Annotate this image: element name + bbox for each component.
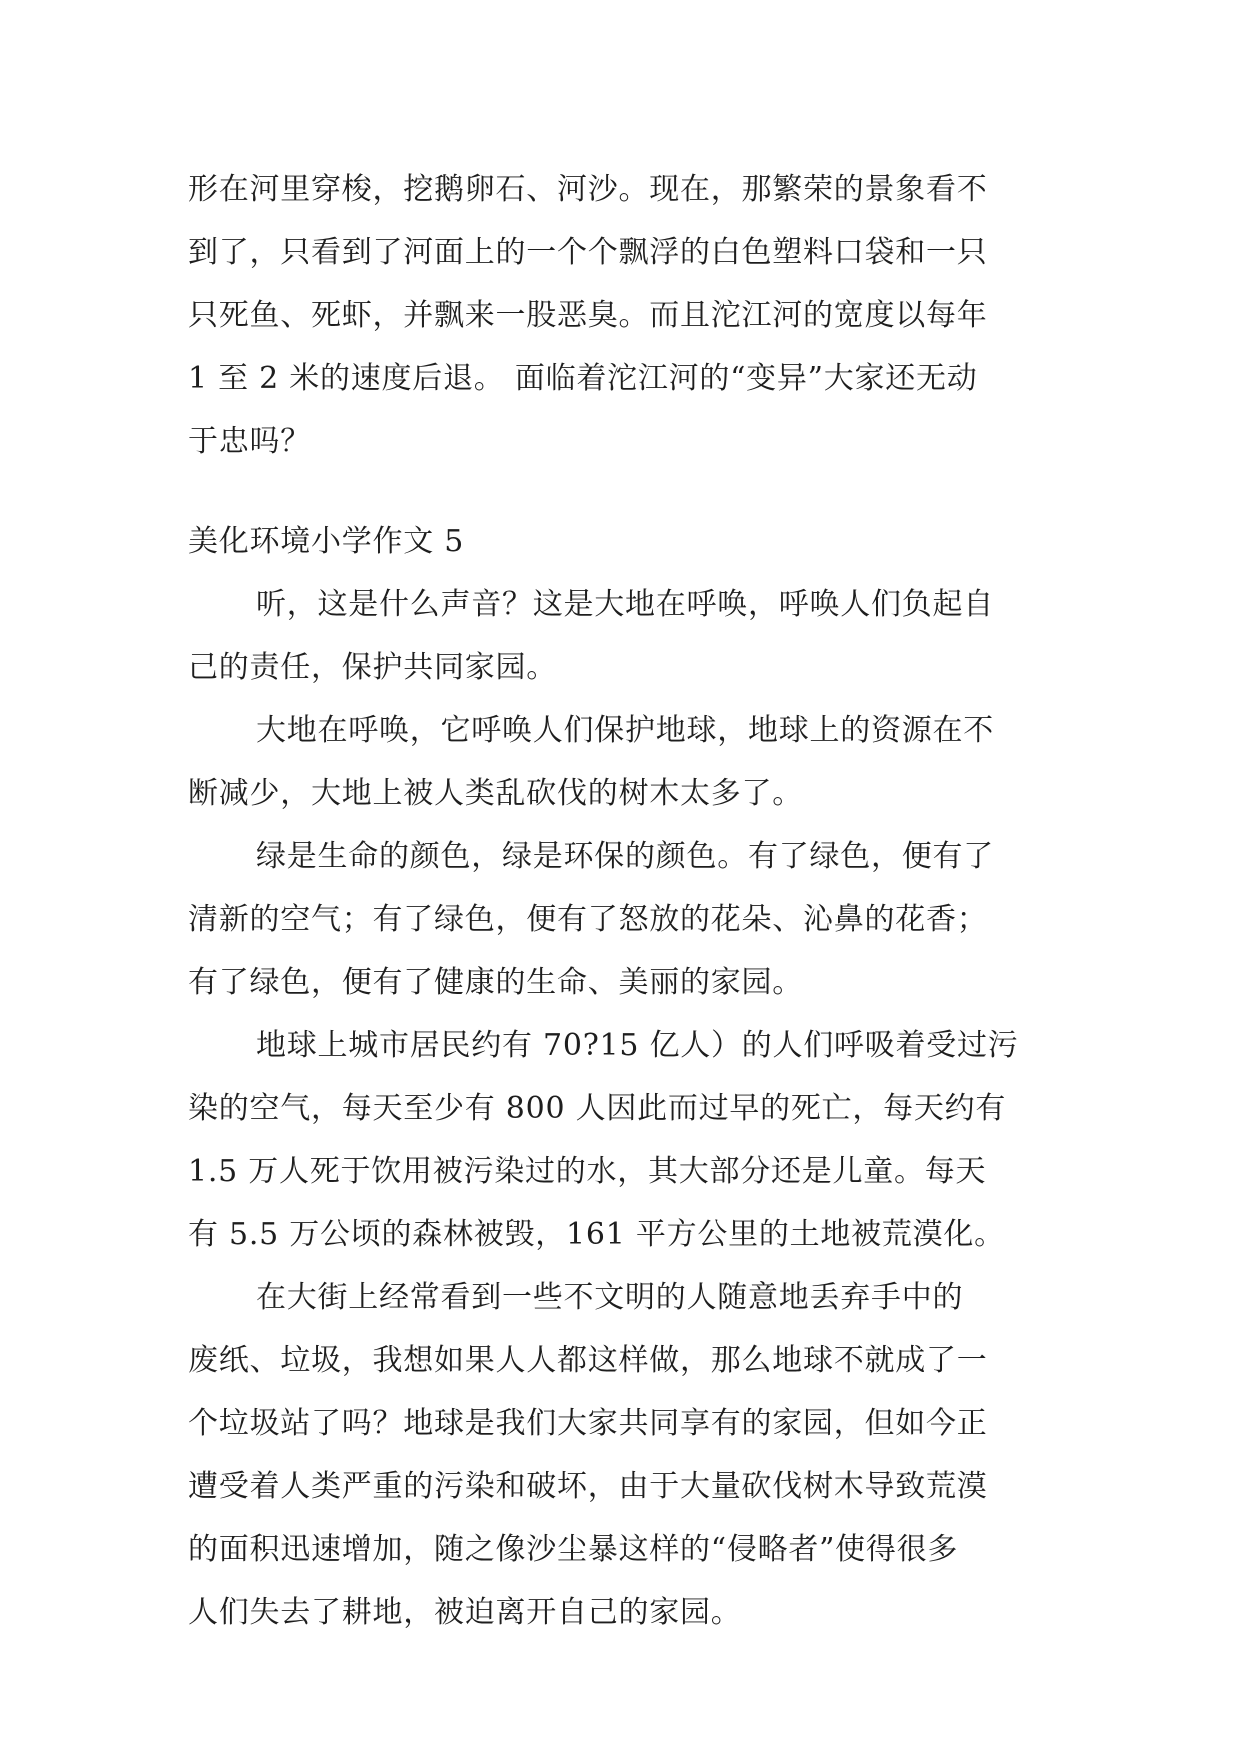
text-line: 1.5 万人死于饮用被污染过的水，其大部分还是儿童。每天: [188, 1154, 987, 1189]
text-line: 听，这是什么声音？这是大地在呼唤，呼唤人们负起自: [256, 587, 994, 622]
text-line: 于忠吗？: [188, 424, 311, 459]
text-line: 只死鱼、死虾，并飘来一股恶臭。而且沱江河的宽度以每年: [188, 298, 988, 333]
text-line: 染的空气，每天至少有 800 人因此而过早的死亡，每天约有: [188, 1091, 1007, 1126]
text-line: 有了绿色，便有了健康的生命、美丽的家园。: [188, 965, 803, 1000]
text-line: 清新的空气；有了绿色，便有了怒放的花朵、沁鼻的花香；: [188, 902, 988, 937]
text-line: 绿是生命的颜色，绿是环保的颜色。有了绿色，便有了: [256, 839, 994, 874]
text-line: 地球上城市居民约有 70?15 亿人）的人们呼吸着受过污: [256, 1028, 1019, 1063]
text-line: 在大街上经常看到一些不文明的人随意地丢弃手中的: [256, 1280, 964, 1315]
text-line: 人们失去了耕地，被迫离开自己的家园。: [188, 1595, 742, 1630]
paragraph: [188, 1266, 1053, 1644]
text-line: 己的责任，保护共同家园。: [188, 650, 557, 685]
paragraph: [188, 699, 1053, 825]
text-line: 1 至 2 米的速度后退。 面临着沱江河的“变异”大家还无动: [188, 361, 978, 396]
text-line: 有 5.5 万公顷的森林被毁，161 平方公里的土地被荒漠化。: [188, 1217, 1005, 1252]
text-line: 废纸、垃圾，我想如果人人都这样做，那么地球不就成了一: [188, 1343, 988, 1378]
text-line: 遭受着人类严重的污染和破坏，由于大量砍伐树木导致荒漠: [188, 1469, 988, 1504]
text-line: 大地在呼唤，它呼唤人们保护地球，地球上的资源在不: [256, 713, 994, 748]
continued-paragraph: [188, 158, 1053, 473]
text-line: 的面积迅速增加，随之像沙尘暴这样的“侵略者”使得很多: [188, 1532, 959, 1567]
section-title: 美化环境小学作文 5: [188, 524, 465, 559]
text-line: 形在河里穿梭，挖鹅卵石、河沙。现在，那繁荣的景象看不: [188, 172, 988, 207]
paragraph: [188, 825, 1053, 1014]
paragraph: [188, 573, 1053, 699]
text-line: 到了，只看到了河面上的一个个飘浮的白色塑料口袋和一只: [188, 235, 988, 270]
paragraph: [188, 1014, 1053, 1266]
text-line: 断减少，大地上被人类乱砍伐的树木太多了。: [188, 776, 803, 811]
text-line: 个垃圾站了吗？地球是我们大家共同享有的家园，但如今正: [188, 1406, 988, 1441]
section-spacer: [188, 473, 1053, 510]
document-body: [188, 158, 1053, 1644]
